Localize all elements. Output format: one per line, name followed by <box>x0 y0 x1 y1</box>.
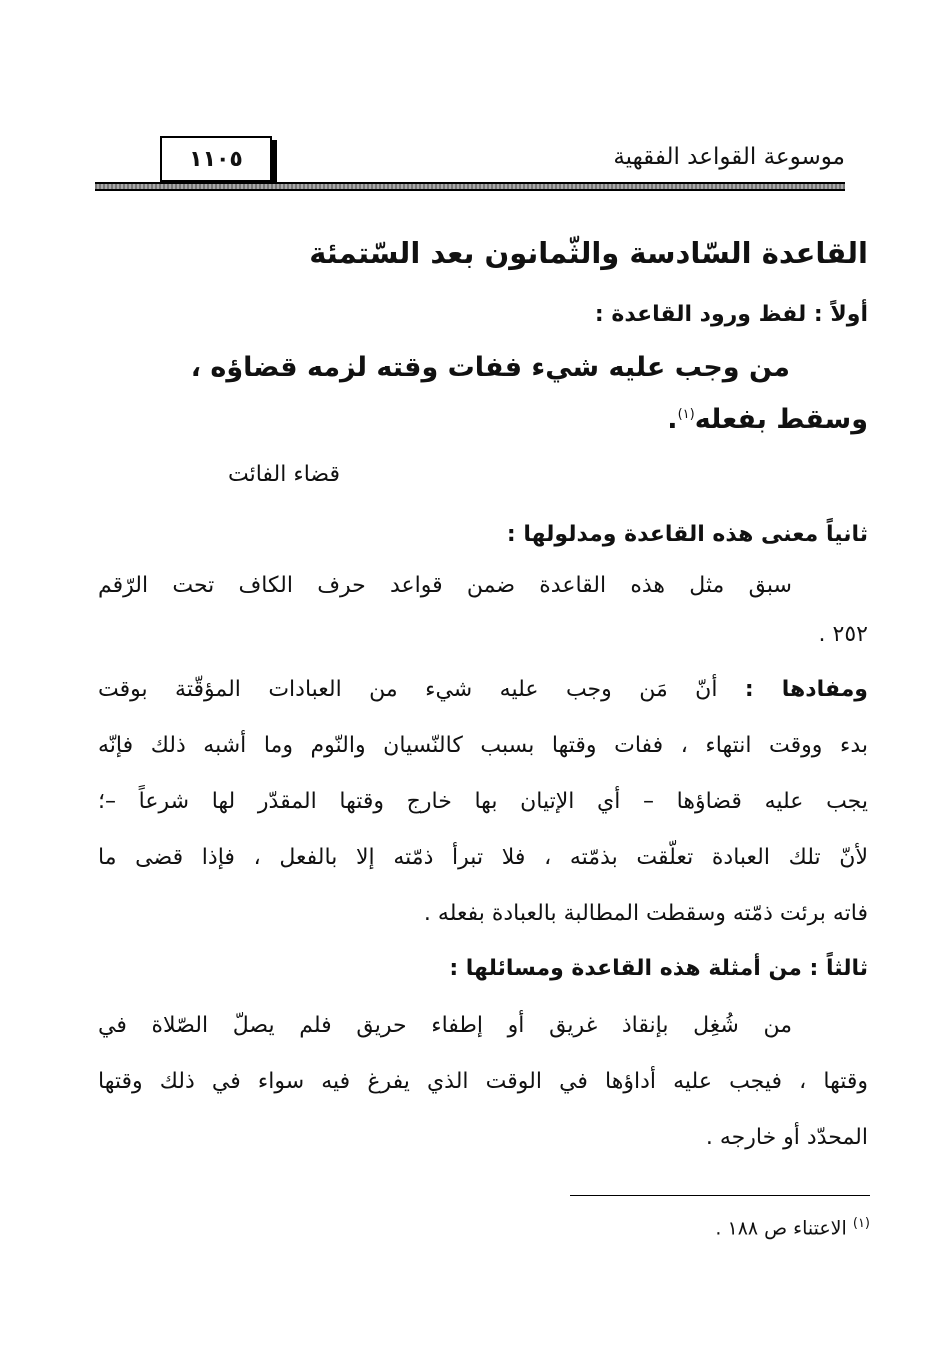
paragraph-3-line-1: من شُغِل بإنقاذ غريق أو إطفاء حريق فلم يصلّ الصّلاة في <box>98 1013 792 1038</box>
maxim-line-2 <box>667 404 868 435</box>
header-rule <box>95 182 845 191</box>
footnote-rule <box>570 1195 870 1196</box>
maxim-subtitle: قضاء الفائت <box>227 462 340 487</box>
paragraph-2-lead: ومفادها : <box>744 677 868 702</box>
paragraph-2-line-1-text: أنّ مَن وجب عليه شيء من العبادات المؤقّتة بوقت <box>98 677 718 702</box>
page-number-box <box>160 136 272 182</box>
paragraph-3-line-3: المحدّد أو خارجه . <box>705 1125 868 1150</box>
section-1-heading: أولاً : لفظ ورود القاعدة : <box>594 302 868 327</box>
paragraph-1-line-1: سبق مثل هذه القاعدة ضمن قواعد حرف الكاف تحت الرّقم <box>98 573 792 598</box>
running-header-title: موسوعة القواعد الفقهية <box>613 144 845 170</box>
paragraph-2-line-1 <box>98 677 868 702</box>
paragraph-3-line-2: وقتها ، فيجب عليه أداؤها في الوقت الذي يفرغ فيه سواء في ذلك وقتها <box>98 1069 868 1094</box>
paragraph-1-line-2: ٢٥٢ . <box>818 622 868 647</box>
section-2-heading: ثانياً معنى هذه القاعدة ومدلولها : <box>506 522 868 547</box>
footnote-text: الاعتناء ص ١٨٨ . <box>715 1217 847 1240</box>
paragraph-2-line-2: بدء ووقت انتهاء ، ففات وقتها بسبب كالنّسيان والنّوم وما أشبه ذلك فإنّه <box>98 733 868 758</box>
rule-title: القاعدة السّادسة والثّمانون بعد السّتمئة <box>309 236 868 270</box>
maxim-footnote-mark: (١) <box>677 407 695 422</box>
paragraph-2-line-3: يجب عليه قضاؤها – أي الإتيان بها خارج وقتها المقدّر لها شرعاً –؛ <box>98 789 868 814</box>
maxim-line-2-end: . <box>667 404 678 435</box>
paragraph-2-line-5: فاته برئت ذمّته وسقطت المطالبة بالعبادة بفعله . <box>423 901 868 926</box>
paragraph-2-line-4: لأنّ تلك العبادة تعلّقت بذمّته ، فلا تبرأ ذمّته إلا بالفعل ، فإذا قضى ما <box>98 845 868 870</box>
maxim-line-2-text: وسقط بفعله <box>694 404 868 435</box>
section-3-heading: ثالثاً : من أمثلة هذه القاعدة ومسائلها : <box>449 956 868 981</box>
page-number: ١١٠٥ <box>189 146 243 172</box>
footnote-mark: (١) <box>852 1216 870 1231</box>
footnote <box>715 1216 870 1239</box>
maxim-line-1: من وجب عليه شيء ففات وقته لزمه قضاؤه ، <box>190 352 790 383</box>
